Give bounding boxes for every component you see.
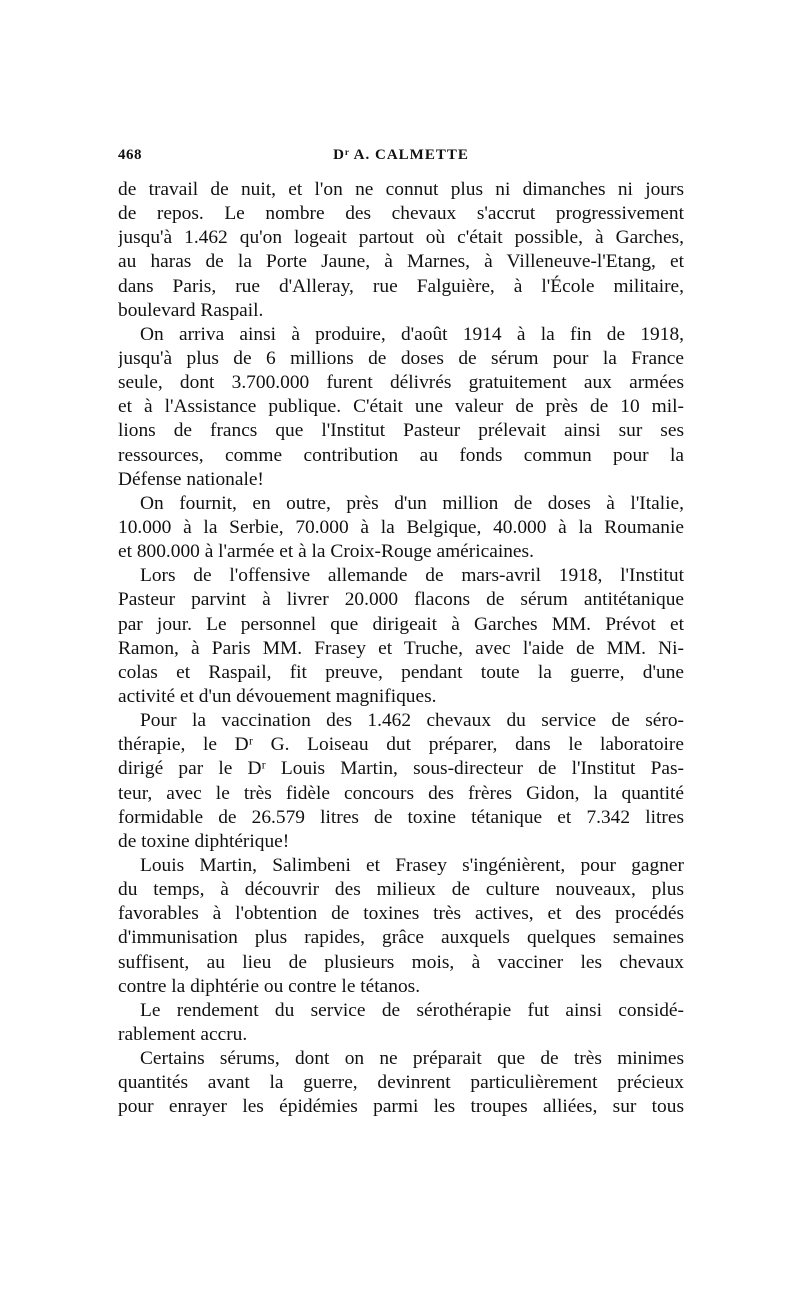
text-line: Le rendement du service de sérothérapie fut ainsi considé- <box>140 999 684 1021</box>
page-number: 468 <box>118 147 142 163</box>
text-line: boulevard Raspail. <box>118 299 264 321</box>
text-line: et 800.000 à l'armée et à la Croix-Rouge américaines. <box>118 541 534 563</box>
text-line: thérapie, le Dʳ G. Loiseau dut préparer, dans le laboratoire <box>118 734 684 756</box>
text-line: et à l'Assistance publique. C'était une valeur de près de 10 mil- <box>118 396 684 418</box>
text-line: colas et Raspail, fit preuve, pendant toute la guerre, d'une <box>118 661 684 683</box>
text-line: Certains sérums, dont on ne préparait que de très minimes <box>140 1048 684 1070</box>
text-line: de travail de nuit, et l'on ne connut plus ni dimanches ni jours <box>118 179 684 200</box>
text-line: par jour. Le personnel que dirigeait à Garches MM. Prévot et <box>118 613 684 635</box>
text-line: teur, avec le très fidèle concours des frères Gidon, la quantité <box>118 782 684 804</box>
text-line: rablement accru. <box>118 1023 248 1045</box>
text-line: jusqu'à plus de 6 millions de doses de sérum pour la France <box>118 347 684 369</box>
text-line: au haras de la Porte Jaune, à Marnes, à Villeneuve-l'Etang, et <box>118 251 684 273</box>
text-line: de repos. Le nombre des chevaux s'accrut progressivement <box>118 203 684 225</box>
text-line: ressources, comme contribution au fonds commun pour la <box>118 444 684 466</box>
text-line: Pasteur parvint à livrer 20.000 flacons de sérum antitétanique <box>118 589 684 611</box>
text-line: du temps, à découvrir des milieux de culture nouveaux, plus <box>118 879 684 901</box>
text-line: contre la diphtérie ou contre le tétanos. <box>118 975 421 997</box>
text-line: jusqu'à 1.462 qu'on logeait partout où c'était possible, à Garches, <box>118 227 684 249</box>
text-line: formidable de 26.579 litres de toxine tétanique et 7.342 litres <box>118 806 684 828</box>
text-line: 10.000 à la Serbie, 70.000 à la Belgique, 40.000 à la Roumanie <box>118 516 684 538</box>
text-line: dans Paris, rue d'Alleray, rue Falguière, à l'École militaire, <box>118 275 684 297</box>
text-line: favorables à l'obtention de toxines très actives, et des procédés <box>118 903 684 925</box>
text-line: suffisent, au lieu de plusieurs mois, à vacciner les chevaux <box>118 951 684 973</box>
text-line: Lors de l'offensive allemande de mars-avril 1918, l'Institut <box>140 565 684 587</box>
text-line: Défense nationale! <box>118 468 264 490</box>
text-line: pour enrayer les épidémies parmi les troupes alliées, sur tous <box>118 1096 684 1118</box>
text-line: quantités avant la guerre, devinrent particulièrement précieux <box>118 1072 684 1094</box>
text-line: dirigé par le Dʳ Louis Martin, sous-directeur de l'Institut Pas- <box>118 758 684 780</box>
running-head: Dʳ A. CALMETTE <box>333 147 469 163</box>
text-line: On arriva ainsi à produire, d'août 1914 à la fin de 1918, <box>140 323 684 345</box>
text-line: seule, dont 3.700.000 furent délivrés gratuitement aux armées <box>118 372 684 394</box>
body-text <box>118 178 684 1119</box>
text-line: Louis Martin, Salimbeni et Frasey s'ingénièrent, pour gagner <box>140 854 684 876</box>
text-line: lions de francs que l'Institut Pasteur prélevait ainsi sur ses <box>118 420 684 442</box>
text-line: On fournit, en outre, près d'un million de doses à l'Italie, <box>140 492 684 514</box>
page-header <box>118 147 684 169</box>
text-line: activité et d'un dévouement magnifiques. <box>118 685 437 707</box>
text-line: Pour la vaccination des 1.462 chevaux du service de séro- <box>140 710 684 732</box>
text-line: Ramon, à Paris MM. Frasey et Truche, avec l'aide de MM. Ni- <box>118 637 684 659</box>
text-line: de toxine diphtérique! <box>118 830 290 852</box>
text-line: d'immunisation plus rapides, grâce auxquels quelques semaines <box>118 927 684 949</box>
